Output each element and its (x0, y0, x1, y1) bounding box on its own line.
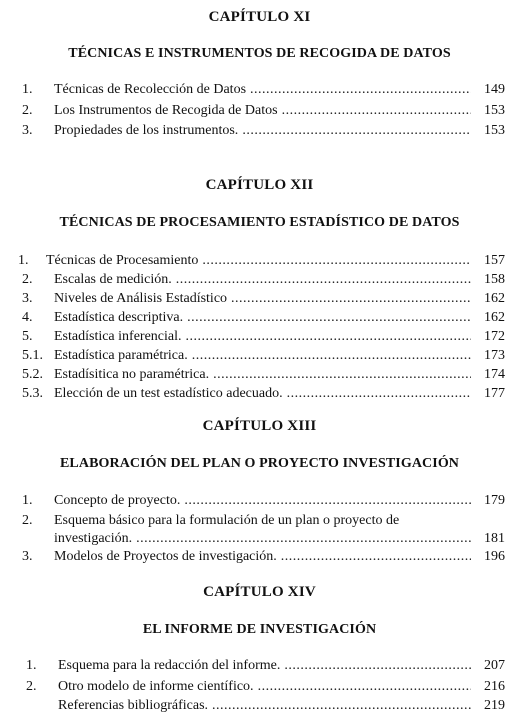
entry-number: 2. (26, 679, 37, 694)
toc-entry (0, 308, 519, 327)
entry-page-number: 162 (484, 310, 505, 325)
dot-leader (258, 677, 471, 696)
dot-leader (202, 251, 471, 270)
toc-entry (0, 80, 519, 99)
dot-leader (184, 491, 471, 510)
toc-entry (0, 251, 519, 270)
entry-page-number: 179 (484, 493, 505, 508)
entry-number: 3. (22, 123, 33, 138)
entry-title: Referencias bibliográficas. (58, 698, 209, 713)
entry-page-number: 174 (484, 367, 505, 382)
entry-title: Modelos de Proyectos de investigación. (54, 549, 277, 564)
entry-title: Propiedades de los instrumentos. (54, 123, 239, 138)
entry-number: 4. (22, 310, 33, 325)
dot-leader (250, 80, 471, 99)
toc-entry (0, 384, 519, 403)
entry-number: 5.1. (22, 348, 43, 363)
chapter-title: TÉCNICAS E INSTRUMENTOS DE RECOGIDA DE DATOS (68, 46, 451, 61)
chapter-title: EL INFORME DE INVESTIGACIÓN (142, 622, 377, 637)
entry-number: 3. (22, 291, 33, 306)
dot-leader (213, 365, 471, 384)
entry-title: Esquema básico para la formulación de un plan o proyecto de (54, 513, 400, 528)
dot-leader (242, 121, 471, 140)
entry-page-number: 181 (484, 531, 505, 546)
entry-number: 3. (22, 549, 33, 564)
entry-title: Técnicas de Recolección de Datos (54, 82, 247, 97)
entry-page-number: 172 (484, 329, 505, 344)
entry-title: Estadísitica no paramétrica. (54, 367, 210, 382)
chapter-title: TÉCNICAS DE PROCESAMIENTO ESTADÍSTICO DE DATOS (59, 215, 460, 230)
chapter-label: CAPÍTULO XIV (203, 584, 316, 600)
dot-leader (136, 529, 471, 548)
toc-entry-continuation (0, 529, 519, 548)
entry-title: Los Instrumentos de Recogida de Datos (54, 103, 278, 118)
entry-page-number: 173 (484, 348, 505, 363)
entry-page-number: 216 (484, 679, 505, 694)
toc-entry (0, 696, 519, 715)
entry-title: Elección de un test estadístico adecuado. (54, 386, 283, 401)
dot-leader (284, 656, 471, 675)
toc-entry (0, 346, 519, 365)
dot-leader (176, 270, 471, 289)
toc-entry (0, 270, 519, 289)
toc-entry (0, 547, 519, 566)
toc-entry (0, 511, 519, 530)
entry-page-number: 196 (484, 549, 505, 564)
dot-leader (192, 346, 471, 365)
entry-page-number: 149 (484, 82, 505, 97)
toc-entry (0, 121, 519, 140)
entry-number: 1. (22, 493, 33, 508)
entry-title: Otro modelo de informe científico. (58, 679, 254, 694)
dot-leader (187, 308, 471, 327)
entry-title-continuation: investigación. (54, 531, 133, 546)
chapter-label: CAPÍTULO XII (205, 177, 314, 193)
chapter-label: CAPÍTULO XI (208, 9, 311, 25)
dot-leader (186, 327, 472, 346)
entry-number: 1. (18, 253, 29, 268)
entry-number: 5.2. (22, 367, 43, 382)
entry-page-number: 219 (484, 698, 505, 713)
dot-leader (287, 384, 471, 403)
entry-page-number: 177 (484, 386, 505, 401)
entry-number: 2. (22, 272, 33, 287)
entry-title: Niveles de Análisis Estadístico (54, 291, 228, 306)
entry-number: 2. (22, 513, 33, 528)
entry-title: Estadística descriptiva. (54, 310, 184, 325)
entry-title: Estadística inferencial. (54, 329, 182, 344)
toc-entry (0, 289, 519, 308)
entry-title: Esquema para la redacción del informe. (58, 658, 281, 673)
entry-number: 1. (26, 658, 37, 673)
entry-title: Escalas de medición. (54, 272, 172, 287)
toc-entry (0, 491, 519, 510)
toc-entry (0, 677, 519, 696)
dot-leader (281, 547, 471, 566)
toc-entry (0, 101, 519, 120)
toc-entry (0, 656, 519, 675)
dot-leader (212, 696, 471, 715)
entry-page-number: 153 (484, 123, 505, 138)
dot-leader (282, 101, 471, 120)
entry-page-number: 158 (484, 272, 505, 287)
entry-title: Concepto de proyecto. (54, 493, 181, 508)
toc-entry (0, 327, 519, 346)
entry-page-number: 162 (484, 291, 505, 306)
chapter-title: ELABORACIÓN DEL PLAN O PROYECTO INVESTIGACIÓN (59, 456, 460, 471)
toc-entry (0, 365, 519, 384)
entry-page-number: 207 (484, 658, 505, 673)
chapter-label: CAPÍTULO XIII (202, 418, 317, 434)
entry-title: Técnicas de Procesamiento (46, 253, 199, 268)
entry-page-number: 153 (484, 103, 505, 118)
entry-title: Estadística paramétrica. (54, 348, 188, 363)
entry-number: 5. (22, 329, 33, 344)
entry-page-number: 157 (484, 253, 505, 268)
entry-number: 1. (22, 82, 33, 97)
entry-number: 5.3. (22, 386, 43, 401)
dot-leader (231, 289, 471, 308)
entry-number: 2. (22, 103, 33, 118)
